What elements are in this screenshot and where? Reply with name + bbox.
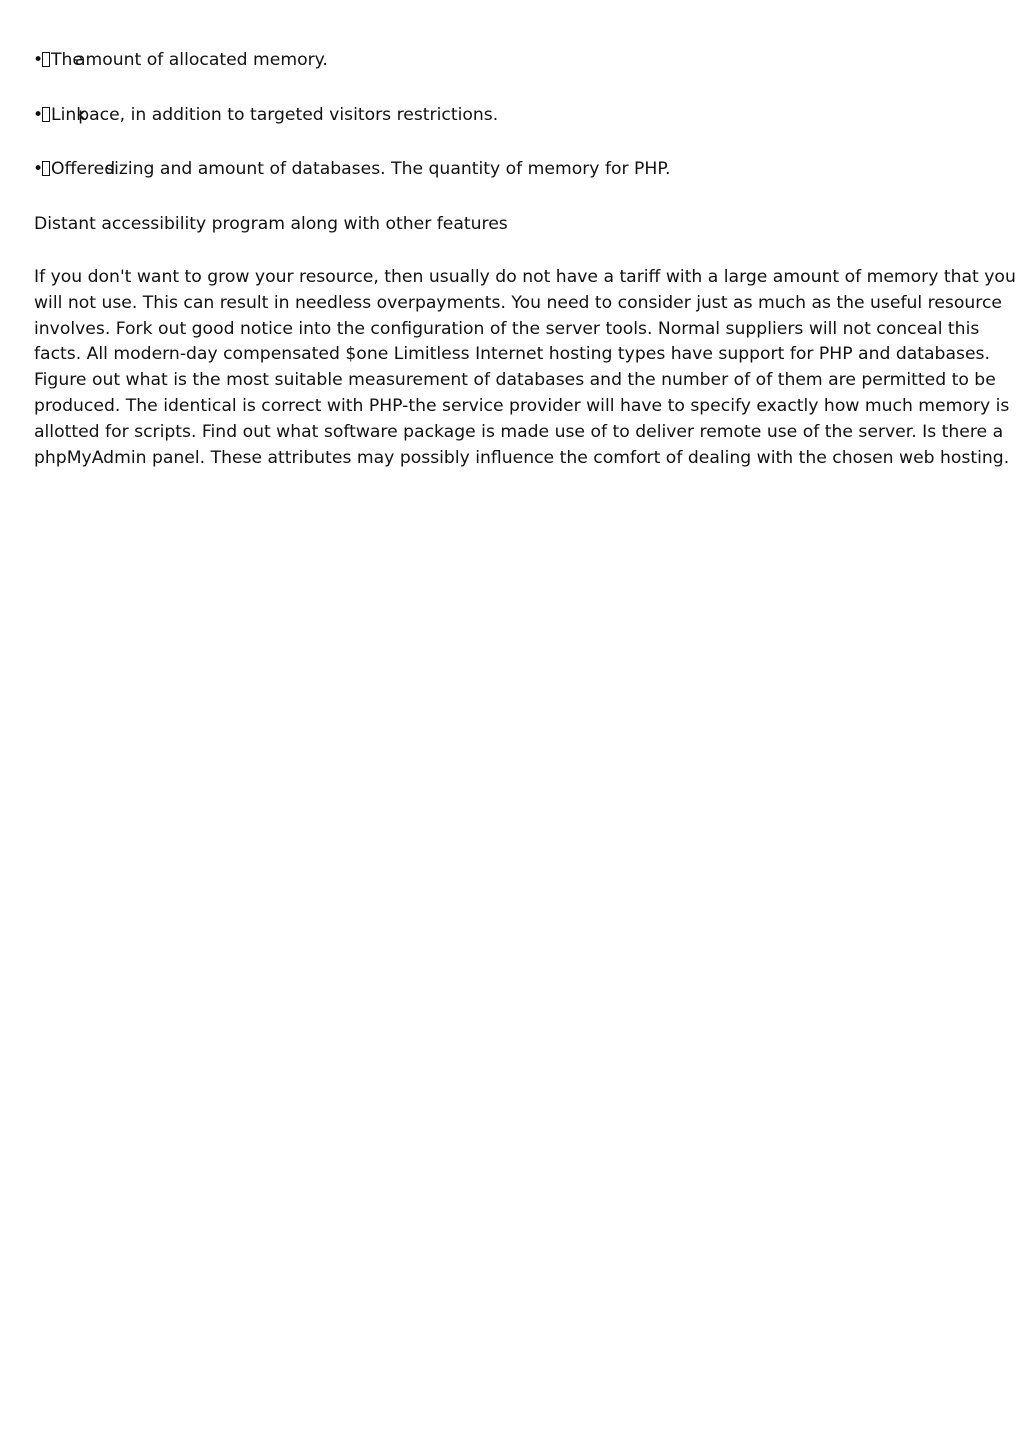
bullet-icon: •: [33, 159, 44, 179]
bullet-lead-word: Link: [51, 105, 87, 125]
bullet-lead-word: Offered: [51, 159, 116, 179]
missing-glyph-icon: [42, 52, 50, 67]
paragraph-line: involves. Fork out good notice into the configuration of the server tools. Normal suppliers will not conceal this: [34, 318, 980, 339]
paragraph-line: Figure out what is the most suitable measurement of databases and the number of of them are permitted to be: [34, 370, 996, 391]
bullet-icon: •: [33, 105, 44, 125]
paragraph-line: facts. All modern-day compensated $one Limitless Internet hosting types have support for PHP and databases.: [34, 344, 990, 365]
bullet-icon: •: [33, 50, 44, 70]
bullet-item-link-pace: [33, 102, 498, 128]
missing-glyph-icon: [42, 161, 50, 176]
bullet-text: sizing and amount of databases. The quantity of memory for PHP.: [105, 159, 671, 179]
paragraph-line: allotted for scripts. Find out what software package is made use of to deliver remote use of the server. Is there a: [34, 421, 1004, 442]
bullet-item-database-sizing: [33, 156, 670, 182]
bullet-text: pace, in addition to targeted visitors restrictions.: [78, 105, 499, 125]
missing-glyph-icon: [42, 107, 50, 122]
body-paragraph: [34, 265, 1016, 471]
paragraph-line: will not use. This can result in needless overpayments. You need to consider just as much as the useful resource: [34, 292, 1003, 313]
section-heading: Distant accessibility program along with other features: [34, 214, 508, 234]
bullet-item-allocated-memory: [33, 47, 328, 73]
paragraph-line: phpMyAdmin panel. These attributes may possibly influence the comfort of dealing with the chosen web hosting.: [34, 447, 1010, 468]
paragraph-line: produced. The identical is correct with PHP-the service provider will have to specify exactly how much memory is: [34, 395, 1010, 416]
bullet-text: amount of allocated memory.: [74, 50, 328, 70]
paragraph-line: If you don't want to grow your resource, then usually do not have a tariff with a large amount of memory that you: [34, 267, 1016, 287]
bullet-lead-word: The: [51, 50, 83, 70]
